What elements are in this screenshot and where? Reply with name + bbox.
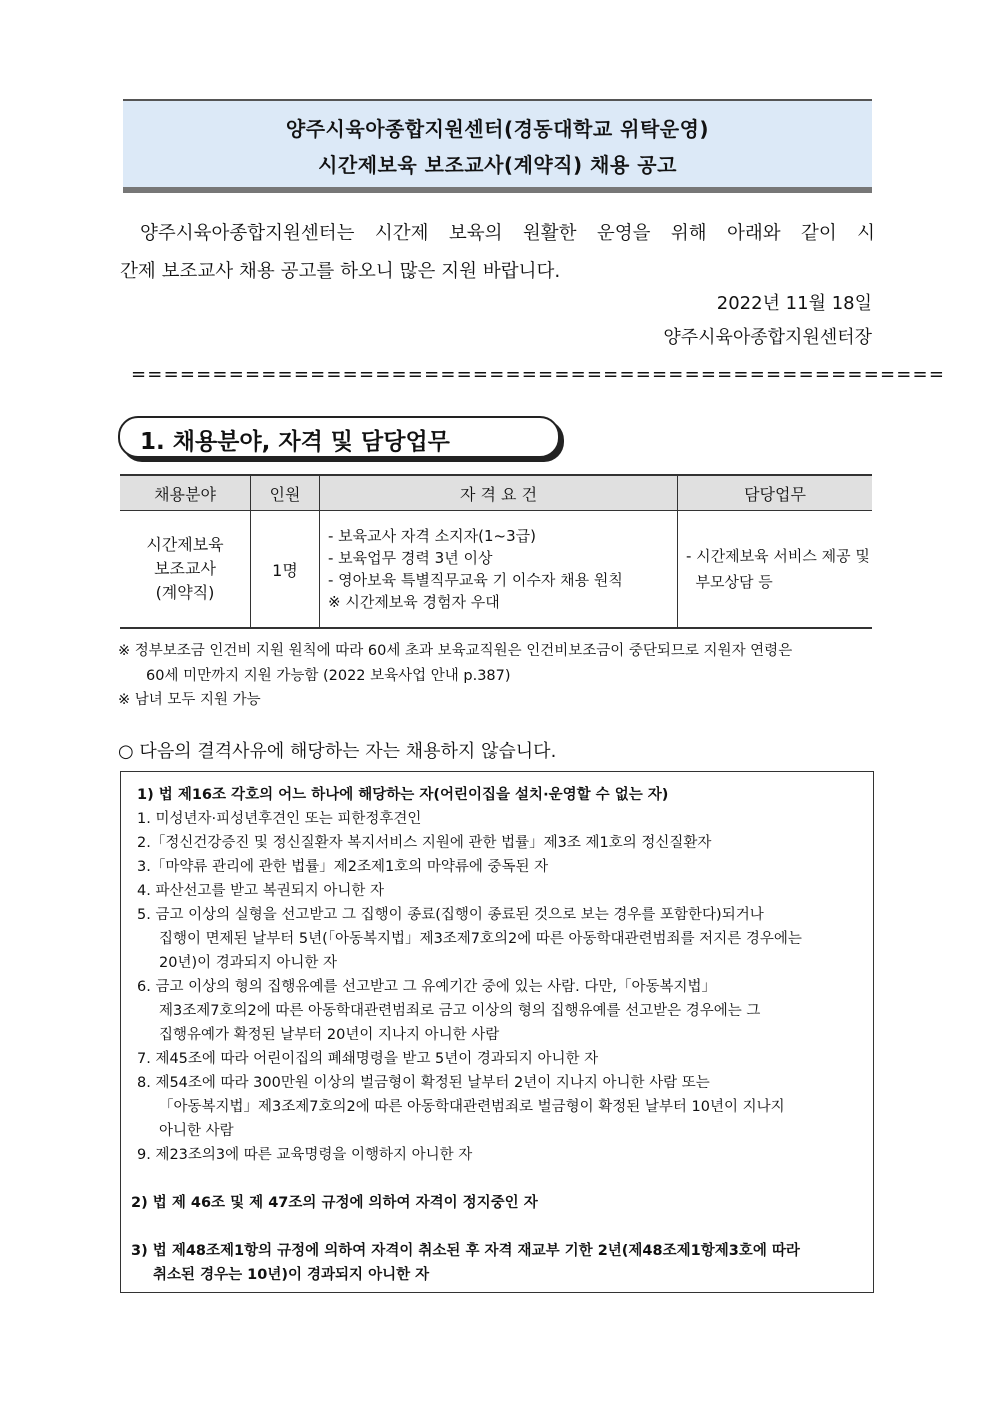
field-line: (계약직) <box>155 583 215 602</box>
disqualify-line: 제3조제7호의2에 따른 아동학대관련범죄로 금고 이상의 형의 집행유예를 선고받은 경우에는 그 <box>159 1003 761 1019</box>
disqualification-lead: ○ 다음의 결격사유에 해당하는 자는 채용하지 않습니다. <box>118 741 557 762</box>
qualification-item: - 보육교사 자격 소지자(1~3급) <box>328 527 536 545</box>
header-field: 채용분야 <box>120 475 251 511</box>
announcement-date: 2022년 11월 18일 <box>716 293 872 314</box>
disqualify-line: 1) 법 제16조 각호의 어느 하나에 해당하는 자(어린이집을 설치·운영할 수 없는 자) <box>137 787 669 803</box>
disqualify-line: 취소된 경우는 10년)이 경과되지 아니한 자 <box>153 1267 430 1283</box>
intro-line-1: 양주시육아종합지원센터는 시간제 보육의 원활한 운영을 위해 아래와 같이 시 <box>140 223 875 244</box>
duty-line: - 시간제보육 서비스 제공 및 <box>686 547 870 565</box>
field-line: 보조교사 <box>154 559 216 578</box>
table-row <box>120 511 872 629</box>
section-1-title: 1. 채용분야, 자격 및 담당업무 <box>140 429 450 455</box>
disqualify-line: 집행유예가 확정된 날부터 20년이 지나지 아니한 사람 <box>159 1027 500 1043</box>
disqualify-line: 4. 파산선고를 받고 복권되지 아니한 자 <box>137 883 384 899</box>
table-header-row <box>120 475 872 511</box>
intro-line-2: 간제 보조교사 채용 공고를 하오니 많은 지원 바랍니다. <box>120 261 561 282</box>
header-count: 인원 <box>251 475 320 511</box>
header-qualifications: 자 격 요 건 <box>320 475 678 511</box>
disqualify-line: 집행이 면제된 날부터 5년(「아동복지법」제3조제7호의2에 따른 아동학대관련범죄를 저지른 경우에는 <box>159 931 802 947</box>
disqualify-line: 1. 미성년자·피성년후견인 또는 피한정후견인 <box>137 811 422 827</box>
disqualify-line: 6. 금고 이상의 형의 집행유예를 선고받고 그 유예기간 중에 있는 사람. 다만,「아동복지법」 <box>137 979 716 995</box>
disqualify-line: 3.「마약류 관리에 관한 법률」제2조제1호의 마약류에 중독된 자 <box>137 859 549 875</box>
divider-line: ================================================== <box>131 364 946 385</box>
qualification-item: ※ 시간제보육 경험자 우대 <box>328 593 500 611</box>
qualification-item: - 보육업무 경력 3년 이상 <box>328 549 493 567</box>
title-line-1: 양주시육아종합지원센터(경동대학교 위탁운영) <box>285 117 710 141</box>
header-duties: 담당업무 <box>678 475 873 511</box>
disqualify-line: 7. 제45조에 따라 어린이집의 폐쇄명령을 받고 5년이 경과되지 아니한 자 <box>137 1051 599 1067</box>
note-age-limit: ※ 정부보조금 인건비 지원 원칙에 따라 60세 초과 보육교직원은 인건비보조금이 중단되므로 지원자 연령은 <box>118 643 793 659</box>
disqualification-box <box>120 771 874 1293</box>
disqualify-line: 「아동복지법」제3조제7호의2에 따른 아동학대관련범죄로 벌금형이 확정된 날부터 10년이 지나지 <box>159 1099 785 1115</box>
duty-line: 부모상담 등 <box>686 573 773 591</box>
disqualify-line: 5. 금고 이상의 실형을 선고받고 그 집행이 종료(집행이 종료된 것으로 보는 경우를 포함한다)되거나 <box>137 907 764 923</box>
cell-field <box>120 511 251 629</box>
cell-count: 1명 <box>251 511 320 629</box>
organization-signature: 양주시육아종합지원센터장 <box>663 327 872 348</box>
title-line-2: 시간제보육 보조교사(계약직) 채용 공고 <box>318 153 677 177</box>
cell-duties <box>678 511 873 629</box>
note-gender: ※ 남녀 모두 지원 가능 <box>118 692 261 708</box>
note-age-limit-cont: 60세 미만까지 지원 가능함 (2022 보육사업 안내 p.387) <box>146 668 511 684</box>
disqualify-line: 20년)이 경과되지 아니한 자 <box>159 955 338 971</box>
disqualify-line: 아니한 사람 <box>159 1123 234 1139</box>
disqualify-line: 2.「정신건강증진 및 정신질환자 복지서비스 지원에 관한 법률」제3조 제1호의 정신질환자 <box>137 835 712 851</box>
recruitment-table <box>120 474 872 629</box>
field-line: 시간제보육 <box>146 535 224 554</box>
section-1-heading <box>118 416 560 458</box>
title-box <box>123 99 872 193</box>
disqualify-line: 8. 제54조에 따라 300만원 이상의 벌금형이 확정된 날부터 2년이 지나지 아니한 사람 또는 <box>137 1075 710 1091</box>
disqualify-line: 2) 법 제 46조 및 제 47조의 규정에 의하여 자격이 정지중인 자 <box>131 1195 538 1211</box>
qualification-item: - 영아보육 특별직무교육 기 이수자 채용 원칙 <box>328 571 623 589</box>
disqualify-line: 3) 법 제48조제1항의 규정에 의하여 자격이 취소된 후 자격 재교부 기한 2년(제48조제1항제3호에 따라 <box>131 1243 800 1259</box>
disqualify-line: 9. 제23조의3에 따른 교육명령을 이행하지 아니한 자 <box>137 1147 473 1163</box>
cell-qualifications <box>320 511 678 629</box>
